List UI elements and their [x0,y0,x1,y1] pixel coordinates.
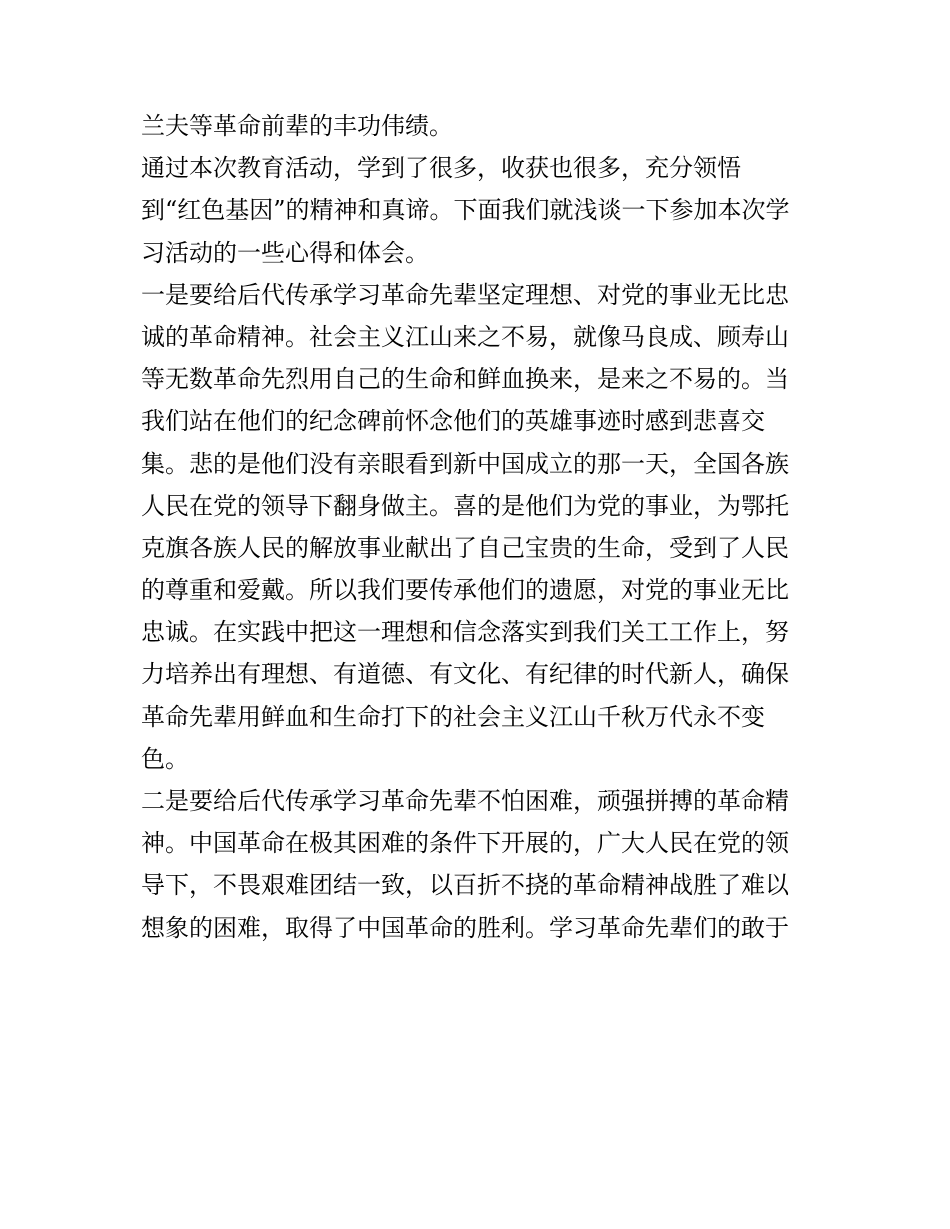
text-line: 诚的革命精神。社会主义江山来之不易，就像马良成、顾寿山 [141,322,789,351]
text-line: 神。中国革命在极其困难的条件下开展的，广大人民在党的领 [141,829,789,858]
text-line: 兰夫等革命前辈的丰功伟绩。 [141,112,453,140]
text-line: 习活动的一些心得和体会。 [141,238,429,267]
text-line: 的尊重和爱戴。所以我们要传承他们的遗愿，对党的事业无比 [141,576,789,605]
text-line: 色。 [141,744,189,773]
text-line: 等无数革命先烈用自己的生命和鲜血换来，是来之不易的。当 [141,365,789,394]
text-line: 集。悲的是他们没有亲眼看到新中国成立的那一天，全国各族 [141,449,789,478]
text-line: 二是要给后代传承学习革命先辈不怕困难，顽强拼搏的革命精 [141,787,789,815]
text-line: 人民在党的领导下翻身做主。喜的是他们为党的事业，为鄂托 [141,491,789,520]
text-line: 一是要给后代传承学习革命先辈坚定理想、对党的事业无比忠 [141,280,789,309]
text-line: 通过本次教育活动，学到了很多，收获也很多，充分领悟 [141,154,741,183]
text-line: 克旗各族人民的解放事业献出了自己宝贵的生命，受到了人民 [141,533,789,562]
text-line: 想象的困难，取得了中国革命的胜利。学习革命先辈们的敢于 [141,913,789,942]
text-line: 革命先辈用鲜血和生命打下的社会主义江山千秋万代永不变 [141,702,765,731]
text-line: 到“红色基因”的精神和真谛。下面我们就浅谈一下参加本次学 [141,196,790,225]
text-line: 我们站在他们的纪念碑前怀念他们的英雄事迹时感到悲喜交 [141,407,765,436]
text-line: 导下，不畏艰难团结一致，以百折不挠的革命精神战胜了难以 [141,871,789,900]
text-line: 力培养出有理想、有道德、有文化、有纪律的时代新人，确保 [141,660,789,689]
text-line: 忠诚。在实践中把这一理想和信念落实到我们关工工作上，努 [141,618,789,647]
body-text [141,105,813,949]
